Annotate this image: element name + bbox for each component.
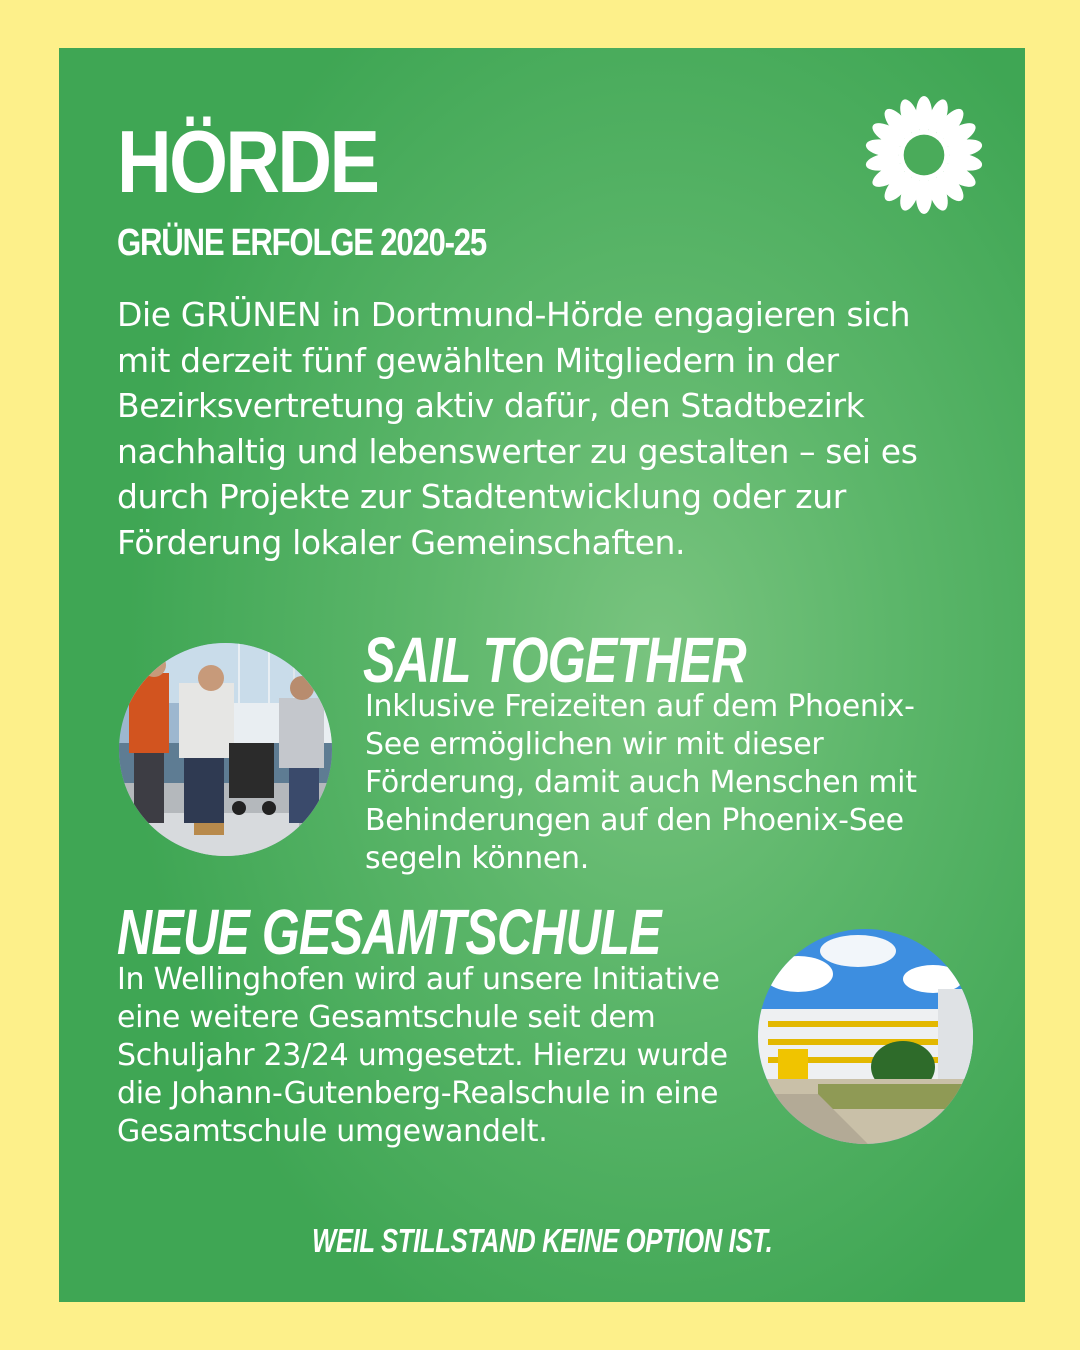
sunflower-icon (863, 94, 985, 216)
sail-together-photo (119, 643, 332, 856)
neue-gesamtschule-title: NEUE GESAMTSCHULE (117, 896, 661, 968)
neue-gesamtschule-text: In Wellinghofen wird auf unsere Initiative eine weitere Gesamtschule seit dem Schuljahr 23/24 umgesetzt. Hierzu wurde die Johann-Gutenberg-Realschule in eine Gesamtschule umgewandelt. (117, 962, 728, 1149)
sail-together-text: Inklusive Freizeiten auf dem Phoenix-See ermöglichen wir mit dieser Förderung, damit auch Menschen mit Behinderungen auf den Phoenix-See segeln können. (365, 689, 917, 876)
school-building-photo (758, 929, 973, 1144)
sail-together-title: SAIL TOGETHER (363, 624, 746, 696)
page-subtitle: GRÜNE ERFOLGE 2020-25 (117, 222, 486, 264)
poster-card (59, 48, 1025, 1302)
slogan-text: WEIL STILLSTAND KEINE OPTION IST. (311, 1222, 773, 1259)
page-title: HÖRDE (117, 112, 378, 211)
intro-text: Die GRÜNEN in Dortmund-Hörde engagieren sich mit derzeit fünf gewählten Mitgliedern in der Bezirksvertretung aktiv dafür, den Stadtbezirk nachhaltig und lebenswerter zu gestalten – sei es durch Projekte zur Stadtentwicklung oder zur Förderung lokaler Gemeinschaften. (117, 295, 918, 562)
footer-slogan (59, 1224, 1025, 1257)
